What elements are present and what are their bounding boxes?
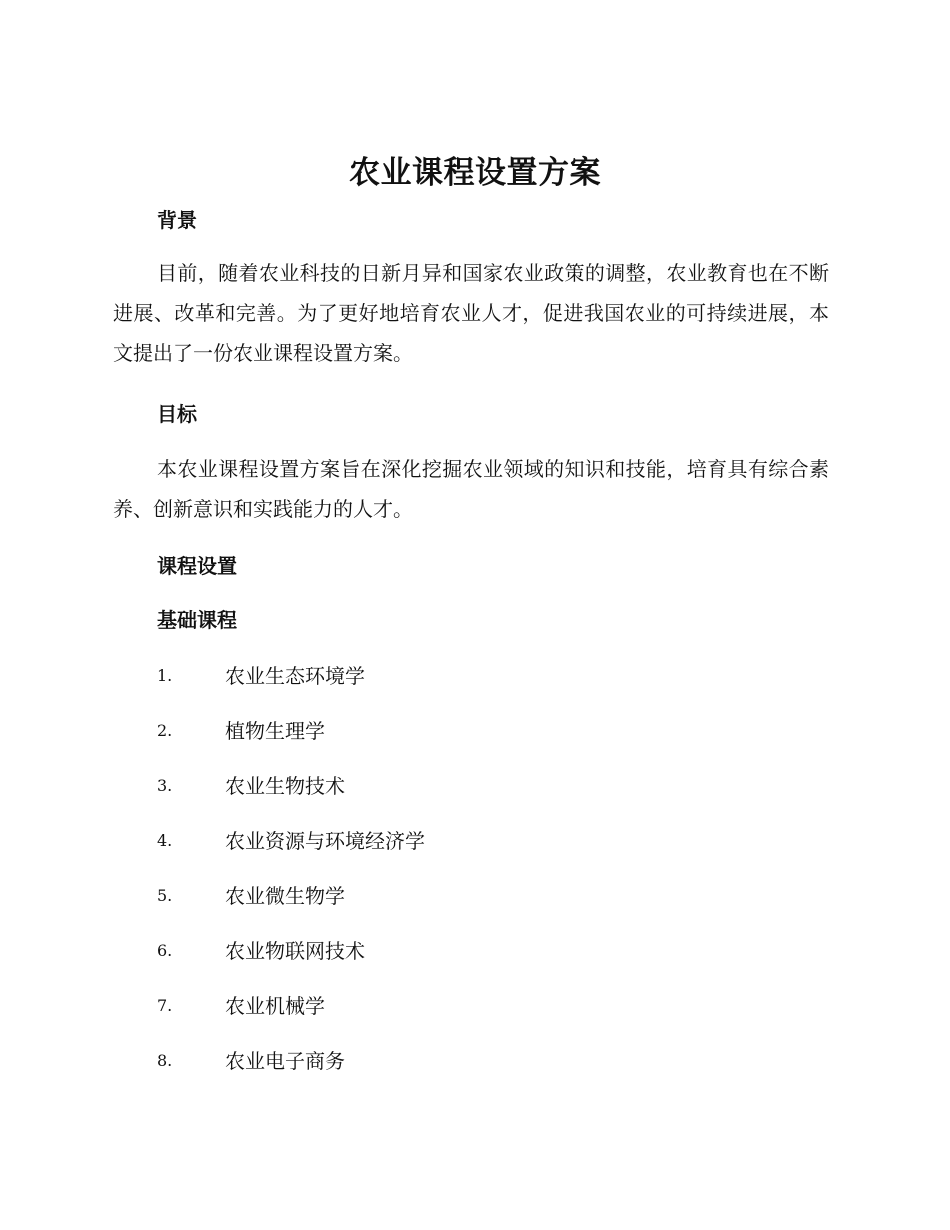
document-title: 农业课程设置方案 (349, 155, 601, 191)
list-item-text: 植物生理学 (225, 719, 325, 743)
list-item-number: 6. (157, 941, 173, 960)
list-item-number: 5. (157, 886, 173, 905)
paragraph-goal: 本农业课程设置方案旨在深化挖掘农业领域的知识和技能，培育具有综合素养、创新意识和实践能力的人才。 (113, 457, 829, 521)
section-heading-curriculum: 课程设置 (157, 554, 237, 578)
list-item-text: 农业物联网技术 (225, 939, 365, 963)
list-item-text: 农业生态环境学 (225, 664, 365, 688)
list-item-number: 2. (157, 721, 173, 740)
list-item-number: 8. (157, 1051, 173, 1070)
list-item-text: 农业机械学 (225, 994, 325, 1018)
list-item-number: 7. (157, 996, 173, 1015)
section-heading-goal: 目标 (157, 402, 197, 426)
list-item-text: 农业微生物学 (225, 884, 345, 908)
list-item-number: 3. (157, 776, 173, 795)
list-item-text: 农业生物技术 (225, 774, 345, 798)
section-heading-background: 背景 (157, 208, 197, 232)
list-item-text: 农业电子商务 (225, 1049, 345, 1073)
subsection-heading-basic-courses: 基础课程 (157, 608, 237, 632)
list-item-text: 农业资源与环境经济学 (225, 829, 425, 853)
paragraph-background: 目前，随着农业科技的日新月异和国家农业政策的调整，农业教育也在不断进展、改革和完善。为了更好地培育农业人才，促进我国农业的可持续进展，本文提出了一份农业课程设置方案。 (113, 261, 829, 365)
list-item-number: 4. (157, 831, 173, 850)
list-item-number: 1. (157, 666, 173, 685)
